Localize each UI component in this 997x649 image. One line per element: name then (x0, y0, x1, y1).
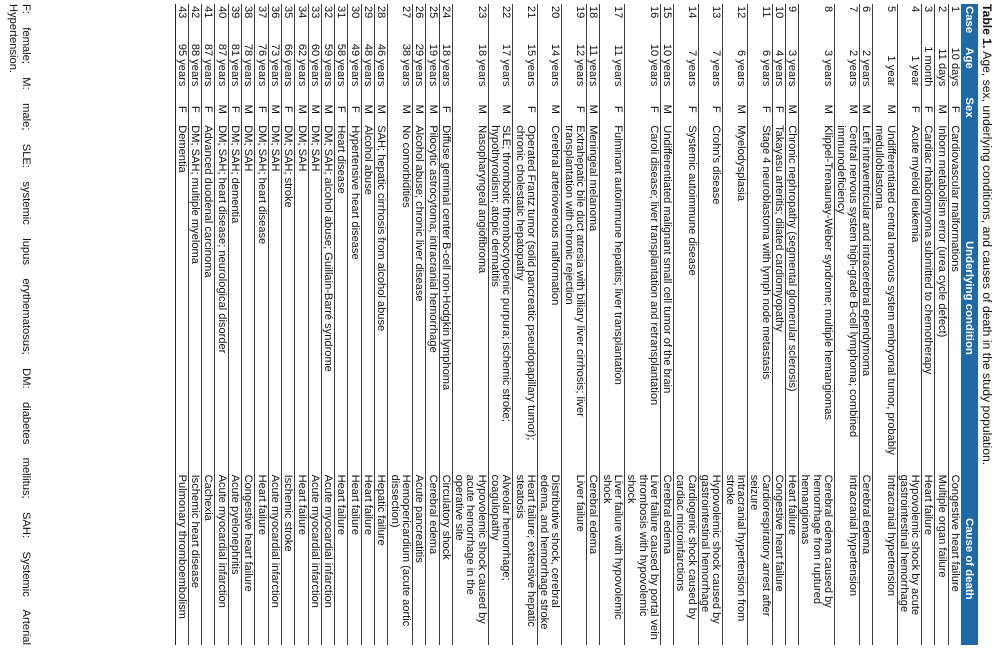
cell-case: 43 (175, 6, 188, 19)
cell-death: Liver failure with hypovolemic shock (600, 474, 624, 620)
cell-condition: Alcohol abuse; chronic liver disease (413, 125, 426, 302)
table-row (426, 4, 439, 645)
cell-death: Acute myocardial infarction (322, 474, 335, 608)
cell-sex: M (475, 104, 488, 114)
cell-condition: Nasopharyngeal angiofibroma (475, 125, 488, 274)
cell-death: Cardiogenic shock caused by cardiac microinfarctions (674, 474, 698, 620)
table-row (188, 4, 201, 645)
cell-sex: M (426, 104, 439, 114)
cell-condition: Klippel-Trenaunay-Weber syndrome; multiple hemangiomas (822, 125, 835, 420)
cell-condition: DM; SAH; stroke (282, 125, 295, 208)
cell-age: 66 years (282, 43, 295, 87)
cell-sex: M (786, 104, 799, 114)
table-row (295, 4, 308, 645)
cell-sex: M (734, 104, 747, 114)
table-row (452, 4, 488, 645)
cell-condition: Acute myeloid leukemia (909, 125, 922, 243)
cell-case: 30 (348, 6, 361, 19)
cell-condition: DM; SAH (308, 125, 321, 172)
cell-age: 88 years (189, 43, 202, 87)
cell-age: 18 years (475, 43, 488, 87)
cell-age: 10 years (647, 43, 660, 87)
cell-case: 9 (786, 6, 799, 13)
cell-age: 6 years (759, 50, 772, 87)
table-row (600, 4, 625, 645)
table-row (587, 4, 600, 645)
cell-age: 29 years (413, 43, 426, 87)
cell-sex: M (587, 104, 600, 114)
cell-condition: Fulminant autoimmune hepatitis; liver transplantation (611, 125, 624, 385)
cell-age: 11 years (587, 44, 600, 87)
cell-case: 24 (439, 6, 452, 19)
table-row (872, 4, 897, 645)
cell-case: 26 (413, 6, 426, 19)
table-row (242, 4, 255, 645)
cell-death: Distributive shock, cerebral edema, and hemorrhage stroke (538, 474, 562, 630)
cell-case: 23 (475, 6, 488, 19)
table-caption (980, 4, 994, 644)
cell-condition: DM; SAH (242, 125, 255, 172)
cell-sex: F (647, 105, 660, 113)
table-row (513, 4, 538, 645)
cell-sex: F (772, 105, 785, 113)
cell-condition: Central nervous system high-grade B-cell lymphoma; combined immunodeficiency (835, 125, 859, 438)
cell-case: 34 (295, 6, 308, 19)
cell-condition: Takayasu arteritis; dilated cardiomyopathy (772, 125, 785, 332)
study-population-table (175, 4, 978, 645)
cell-case: 6 (859, 6, 872, 13)
cell-case: 37 (255, 6, 268, 19)
cell-condition: Extrahepatic bile duct atresia with biliary liver cirrhosis; liver transplantation with chronic rejection (562, 125, 587, 417)
cell-age: 2 years (859, 50, 872, 87)
table-row (562, 4, 587, 645)
cell-death: Intracranial hypertension (846, 474, 859, 597)
cell-sex: M (500, 104, 513, 114)
cell-age: 6 years (734, 50, 747, 87)
cell-condition: Undifferentiated malignant small cell tumor of the brain (661, 125, 674, 394)
cell-case: 40 (215, 6, 228, 19)
cell-age: 87 years (215, 43, 228, 87)
cell-condition: Myelodysplasia (734, 125, 747, 202)
cell-sex: F (439, 105, 452, 113)
cell-age: 1 year (884, 55, 897, 87)
table-footnote (7, 4, 32, 645)
cell-sex: F (574, 105, 587, 113)
table-row (388, 4, 413, 645)
cell-sex: F (759, 105, 772, 113)
cell-sex: F (949, 105, 961, 113)
cell-age: 3 years (822, 50, 835, 87)
table-row (698, 4, 723, 645)
table-row (488, 4, 513, 645)
cell-condition: Advanced duodenal carcinoma (202, 125, 215, 278)
cell-death: Acute myocardial infarction (308, 474, 321, 608)
cell-age: 38 years (399, 43, 412, 87)
cell-death: Hypovolemic shock by acute gastrointestinal hemorrhage (897, 474, 922, 616)
cell-age: 18 years (439, 43, 452, 87)
cell-case: 36 (268, 6, 281, 19)
cell-case: 35 (282, 6, 295, 19)
cell-condition: DM; SAH; heart disease (255, 125, 268, 245)
cell-death: Congestive heart failure (772, 474, 785, 592)
table-body (175, 4, 961, 645)
cell-death: Alveolar hemorrhage; coagulopathy (489, 474, 513, 581)
cell-sex: M (822, 104, 835, 114)
cell-case: 12 (734, 6, 747, 19)
table-row (747, 4, 772, 645)
cell-sex: M (362, 104, 375, 114)
cell-case: 20 (549, 6, 562, 19)
cell-condition: No comorbidities (399, 125, 412, 208)
cell-death: Cachexia (202, 474, 215, 521)
cell-condition: Operated Frantz tumor (solid pancreatic pseudopapillary tumor); chronic cholestatic hepatopathy (513, 125, 537, 441)
cell-case: 41 (202, 6, 215, 19)
cell-sex: F (282, 105, 295, 113)
cell-case: 29 (362, 6, 375, 19)
cell-age: 1 month (922, 46, 935, 87)
cell-age: 10 years (661, 43, 674, 87)
cell-death: Intracranial hypertension (884, 474, 897, 597)
cell-sex: M (846, 104, 859, 114)
cell-sex: M (322, 104, 335, 114)
cell-death: Liver failure (574, 474, 587, 532)
cell-condition: Cerebral arteriovenous malformation (549, 125, 562, 306)
cell-condition: Undifferentiated central nervous system embryonal tumor, probably medulloblastoma (873, 125, 897, 455)
cell-death: Heart failure (295, 474, 308, 536)
cell-sex: F (685, 105, 698, 113)
cell-age: 7 years (710, 50, 723, 87)
cell-condition: Crohn's disease (710, 125, 723, 205)
table-row (321, 4, 334, 645)
cell-sex: M (242, 104, 255, 114)
table-row (281, 4, 294, 645)
cell-age: 62 years (295, 43, 308, 87)
cell-death: Cerebral edema (426, 474, 439, 555)
cell-age: 60 years (308, 43, 321, 87)
cell-age: 19 years (426, 43, 439, 87)
cell-death: Hepatic failure (375, 474, 388, 546)
cell-case: 13 (710, 6, 723, 19)
footnote-line-2: Hypertension. (7, 4, 20, 74)
cell-sex: F (710, 105, 723, 113)
table-row (335, 4, 348, 645)
table-row (215, 4, 228, 645)
cell-sex: F (348, 105, 361, 113)
cell-death: Hypovolemic shock caused by gastrointestinal hemorrhage (699, 474, 723, 624)
cell-condition: Systemic autoimmune disease (685, 125, 698, 276)
cell-case: 14 (685, 6, 698, 19)
cell-sex: F (175, 105, 188, 113)
cell-death: Liver failure caused by portal vein thrombosis with hypovolemic shock (625, 474, 660, 640)
caption-label: Table 1. (980, 4, 994, 49)
cell-sex: M (859, 104, 872, 114)
cell-death: Cerebral edema caused by hemorrhage from ruptured hemangiomas (799, 474, 835, 608)
cell-death: Heart failure (362, 474, 375, 536)
cell-condition: Meningeal melanoma (587, 125, 600, 232)
cell-death: Congestive heart failure (949, 474, 961, 592)
cell-death: Acute pyelonephritis (229, 474, 242, 575)
cell-age: 58 years (335, 43, 348, 87)
cell-age: 15 years (524, 43, 537, 87)
cell-death: Cerebral edema (859, 474, 872, 555)
cell-condition: Cardiovascular malformations (949, 125, 961, 272)
cell-sex: M (308, 104, 321, 114)
table-row (537, 4, 562, 645)
cell-death: Multiple organ failure (935, 474, 948, 578)
cell-death: Heart failure (255, 474, 268, 536)
cell-case: 16 (647, 6, 660, 19)
cell-condition: Caroli disease; liver transplantation and retransplantation (647, 125, 660, 406)
cell-age: 76 years (255, 43, 268, 87)
cell-case: 27 (399, 6, 412, 19)
table-row (723, 4, 748, 645)
cell-death: Acute myocardial infarction (215, 474, 228, 608)
cell-sex: M (295, 104, 308, 114)
cell-sex: F (255, 105, 268, 113)
cell-sex: M (935, 104, 948, 114)
header-row (961, 4, 978, 645)
cell-condition: Left intraventricular and intracerebral ependymoma (859, 125, 872, 377)
cell-death: Circulatory shock (439, 474, 452, 560)
table-row (228, 4, 241, 645)
cell-case: 18 (587, 6, 600, 19)
table-row (897, 4, 922, 645)
cell-death: Heart failure; extensive hepatic steatosis (513, 474, 537, 627)
table-row (348, 4, 361, 645)
cell-sex: M (413, 104, 426, 114)
cell-case: 19 (574, 6, 587, 19)
table-row (361, 4, 374, 645)
cell-sex: F (922, 105, 935, 113)
table-row (948, 4, 961, 645)
cell-death: Heart failure (335, 474, 348, 536)
cell-case: 42 (189, 6, 202, 19)
cell-age: 59 years (322, 43, 335, 87)
table-row (660, 4, 673, 645)
cell-death: Ischemic stroke (282, 474, 295, 552)
cell-condition: DM; SAH (268, 125, 281, 172)
cell-death: Hypovolemic shock caused by acute hemorrhage in the operative site (453, 474, 488, 624)
table-row (835, 4, 860, 645)
cell-case: 8 (822, 6, 835, 13)
cell-age: 14 years (549, 43, 562, 87)
cell-age: 48 years (362, 43, 375, 87)
table-row (308, 4, 321, 645)
cell-case: 7 (846, 6, 859, 13)
table-row (859, 4, 872, 645)
cell-condition: Chronic nephropathy (segmental glomerular sclerosis) (786, 125, 799, 392)
header-age: Age (961, 35, 978, 95)
cell-sex: M (399, 104, 412, 114)
cell-case: 33 (308, 6, 321, 19)
cell-sex: M (215, 104, 228, 114)
cell-case: 25 (426, 6, 439, 19)
cell-sex: M (375, 104, 388, 114)
cell-death: Congestive heart failure (242, 474, 255, 592)
cell-death: Ischemic heart disease (189, 474, 202, 589)
cell-death: Heart failure (786, 474, 799, 536)
cell-case: 4 (909, 6, 922, 13)
cell-death: Pulmonary thromboembolism (175, 474, 188, 619)
cell-case: 38 (242, 6, 255, 19)
cell-death: Heart failure (348, 474, 361, 536)
cell-age: 73 years (268, 43, 281, 87)
cell-condition: Stage 4 neuroblastoma with lymph node metastasis (759, 125, 772, 380)
cell-death: Cerebral edema (661, 474, 674, 555)
cell-case: 2 (935, 6, 948, 13)
cell-condition: Pilocytic astrocytoma; intracranial hemorrhage (426, 125, 439, 353)
cell-age: 3 years (786, 50, 799, 87)
cell-age: 10 days (949, 47, 961, 87)
cell-sex: F (189, 105, 202, 113)
table-row (202, 4, 215, 645)
footnote-line-1: F: female; M: male; SLE: systemic lupus erythematosus; DM: diabetes mellitus; SAH: Systemic Arterial (20, 4, 32, 645)
cell-sex: M (549, 104, 562, 114)
cell-age: 17 years (500, 43, 513, 87)
cell-case: 15 (661, 6, 674, 19)
table-row (624, 4, 660, 645)
cell-sex: M (884, 104, 897, 114)
table-row (255, 4, 268, 645)
cell-case: 39 (229, 6, 242, 19)
cell-sex: F (524, 105, 537, 113)
cell-sex: M (661, 104, 674, 114)
header-condition: Underlying condition (961, 123, 978, 472)
cell-condition: Diffuse germinal center B-cell non-Hodgkin lymphoma (439, 125, 452, 391)
cell-sex: M (268, 104, 281, 114)
cell-condition: Cardiac rhabdomyoma submitted to chemotherapy (922, 125, 935, 375)
cell-age: 87 years (202, 43, 215, 87)
cell-sex: F (611, 105, 624, 113)
table-row (375, 4, 388, 645)
table-row (785, 4, 798, 645)
table-row (935, 4, 948, 645)
header-sex: Sex (961, 95, 978, 123)
cell-sex: F (335, 105, 348, 113)
cell-case: 11 (759, 6, 772, 18)
cell-age: 4 years (772, 50, 785, 87)
table-row (772, 4, 785, 645)
header-death: Cause of death (961, 473, 978, 645)
cell-age: 12 years (574, 43, 587, 87)
cell-case: 32 (322, 6, 335, 19)
cell-case: 17 (611, 6, 624, 19)
cell-age: 46 years (375, 43, 388, 87)
table-row (412, 4, 425, 645)
cell-age: 11 days (935, 48, 948, 87)
cell-condition: DM; SAH; alcohol abuse; Guillain-Barré syndrome (322, 125, 335, 372)
cell-condition: Heart disease (335, 125, 348, 194)
cell-age: 1 year (909, 55, 922, 87)
table-row (175, 4, 188, 645)
cell-age: 95 years (175, 43, 188, 87)
cell-death: Hemopericardium (acute aortic dissection) (388, 474, 412, 627)
cell-case: 31 (335, 6, 348, 19)
table-row (439, 4, 452, 645)
cell-condition: DM; SAH; heart disease; neurological disorder (215, 125, 228, 354)
cell-condition: Alcohol abuse (362, 125, 375, 195)
cell-condition: SLE; thrombotic thrombocytopenic purpura; ischemic stroke; hypothyroidism; atopic dermatitis (489, 125, 513, 422)
cell-condition: SAH; hepatic cirrhosis from alcohol abuse (375, 125, 388, 332)
cell-case: 5 (884, 6, 897, 13)
cell-death: Intracranial hypertension from stroke (723, 474, 747, 622)
cell-death: Acute myocardial infarction (268, 474, 281, 608)
cell-condition: Dementia (175, 125, 188, 173)
cell-condition: DM; SAH; dementia (229, 125, 242, 224)
cell-case: 10 (772, 6, 785, 19)
cell-death: Acute pancreatitis (413, 474, 426, 563)
cell-condition: DM; SAH (295, 125, 308, 172)
table-row (268, 4, 281, 645)
cell-age: 11 years (611, 44, 624, 87)
cell-age: 7 years (685, 50, 698, 87)
cell-sex: F (909, 105, 922, 113)
cell-age: 78 years (242, 43, 255, 87)
table-row (674, 4, 699, 645)
cell-death: Heart failure (922, 474, 935, 536)
cell-case: 3 (922, 6, 935, 13)
cell-condition: Hypertensive heart disease (348, 125, 361, 260)
table-row (922, 4, 935, 645)
cell-case: 28 (375, 6, 388, 19)
cell-case: 22 (500, 6, 513, 19)
cell-condition: Inborn metabolism error (urea cycle defect) (935, 125, 948, 338)
cell-death: Cerebral edema (587, 474, 600, 555)
cell-age: 49 years (348, 43, 361, 87)
cell-case: 21 (524, 6, 537, 19)
cell-age: 81 years (229, 43, 242, 87)
cell-sex: F (229, 105, 242, 113)
cell-sex: F (202, 105, 215, 113)
table-row (799, 4, 835, 645)
cell-age: 2 years (846, 50, 859, 87)
header-case: Case (961, 4, 978, 35)
cell-case: 1 (949, 6, 961, 13)
cell-death: Cardiorespiratory arrest after seizure (748, 474, 772, 617)
cell-condition: DM; SAH; multiple myeloma (189, 125, 202, 264)
caption-text: Age, sex, underlying conditions, and causes of death in the study population. (980, 51, 994, 466)
